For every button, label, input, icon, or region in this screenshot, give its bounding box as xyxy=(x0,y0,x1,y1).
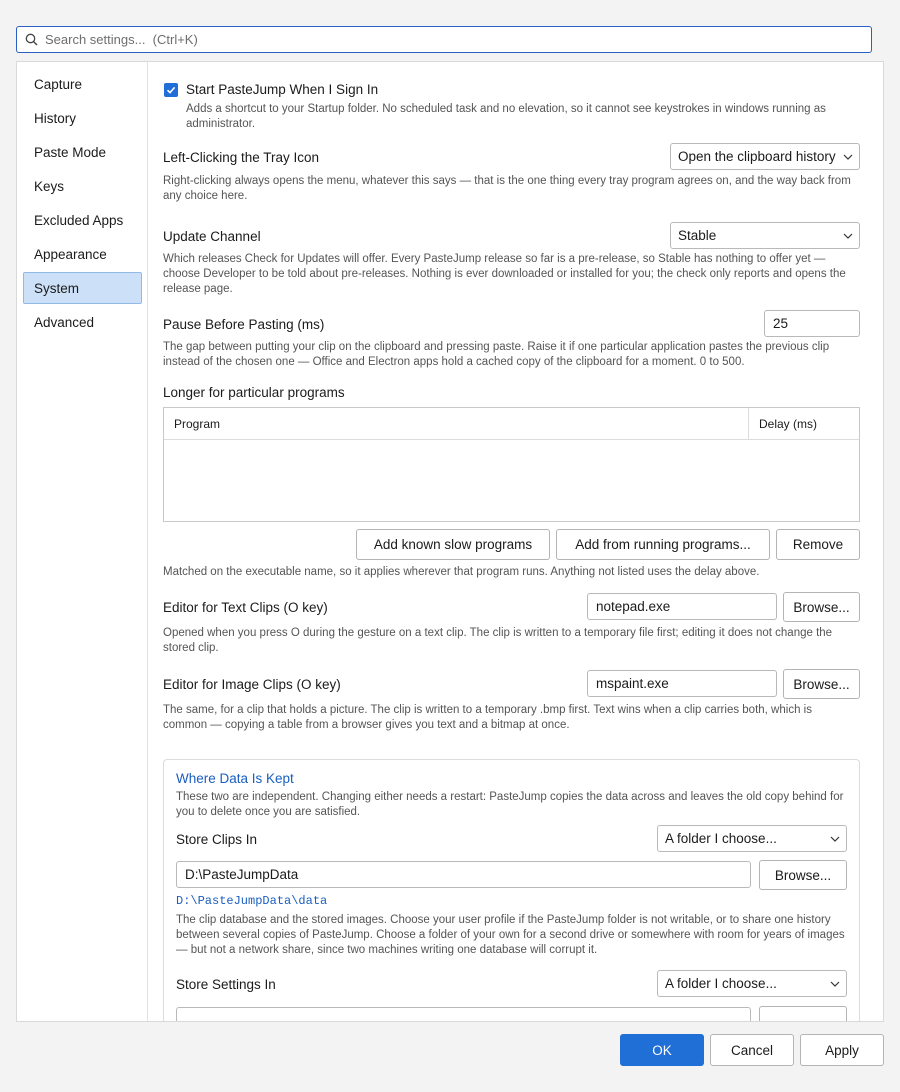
per-program-desc: Matched on the executable name, so it applies wherever that program runs. Anything not listed uses the delay above. xyxy=(163,566,760,578)
store-clips-value: A folder I choose... xyxy=(665,831,777,846)
column-divider xyxy=(748,408,749,439)
sidebar-item-capture[interactable] xyxy=(23,68,142,100)
store-clips-browse-button[interactable]: Browse... xyxy=(759,860,847,890)
tray-click-value: Open the clipboard history xyxy=(678,149,836,164)
search-input[interactable] xyxy=(45,28,871,52)
sidebar-item-label: Appearance xyxy=(34,246,107,262)
apply-button[interactable]: Apply xyxy=(800,1034,884,1066)
text-editor-desc: Opened when you press O during the gesture on a text clip. The clip is written to a temporary file first; editing it does not change the stored clip. xyxy=(163,627,833,654)
resolved-data-path: D:\PasteJumpData\data xyxy=(176,894,328,908)
sidebar-item-keys[interactable] xyxy=(23,170,142,202)
store-clips-label: Store Clips In xyxy=(176,832,258,847)
store-settings-path-input[interactable] xyxy=(176,1007,751,1021)
sidebar-item-label: Capture xyxy=(34,76,83,92)
sidebar-item-advanced[interactable] xyxy=(23,306,142,338)
cancel-button[interactable]: Cancel xyxy=(710,1034,794,1066)
ok-button[interactable]: OK xyxy=(620,1034,704,1066)
sidebar-item-label: Paste Mode xyxy=(34,144,107,160)
data-location-desc: These two are independent. Changing either needs a restart: PasteJump copies the data across and leaves the old copy behind for you to delete once you are satisfied. xyxy=(176,791,844,818)
store-clips-path-value: D:\PasteJumpData xyxy=(185,867,299,882)
store-clips-path-input[interactable] xyxy=(176,861,751,888)
image-editor-label: Editor for Image Clips (O key) xyxy=(163,677,341,692)
search-icon xyxy=(17,33,45,46)
sidebar-item-label: System xyxy=(34,280,80,296)
update-channel-label: Update Channel xyxy=(163,229,261,244)
checkmark-icon xyxy=(166,85,176,95)
tray-click-label: Left-Clicking the Tray Icon xyxy=(163,150,320,165)
sidebar-item-system[interactable] xyxy=(23,272,142,304)
chevron-down-icon xyxy=(824,836,846,842)
column-delay[interactable]: Delay (ms) xyxy=(759,417,818,431)
sidebar-item-history[interactable] xyxy=(23,102,142,134)
sidebar-item-paste-mode[interactable] xyxy=(23,136,142,168)
chevron-down-icon xyxy=(837,233,859,239)
pause-label: Pause Before Pasting (ms) xyxy=(163,317,325,332)
pause-ms-value: 25 xyxy=(773,316,789,331)
sidebar xyxy=(17,62,148,1021)
image-editor-input[interactable] xyxy=(587,670,777,697)
table-header xyxy=(164,408,859,440)
add-from-running-programs-button[interactable]: Add from running programs... xyxy=(556,529,770,560)
sidebar-item-appearance[interactable] xyxy=(23,238,142,270)
per-program-table[interactable] xyxy=(163,407,860,522)
data-location-group xyxy=(163,759,860,1021)
sidebar-item-excluded-apps[interactable] xyxy=(23,204,142,236)
text-editor-value: notepad.exe xyxy=(596,599,671,614)
chevron-down-icon xyxy=(837,154,859,160)
sidebar-item-label: Keys xyxy=(34,178,65,194)
start-on-signin-label: Start PasteJump When I Sign In xyxy=(186,82,379,97)
pause-ms-input[interactable] xyxy=(764,310,860,337)
text-editor-input[interactable] xyxy=(587,593,777,620)
tray-click-desc: Right-clicking always opens the menu, whatever this says — that is the one thing every tray program agrees on, and the way back from any choice here. xyxy=(163,175,851,202)
sidebar-item-label: Advanced xyxy=(34,314,95,330)
per-program-label: Longer for particular programs xyxy=(163,385,345,400)
update-channel-dropdown[interactable] xyxy=(670,222,860,249)
settings-panel xyxy=(16,61,884,1022)
update-channel-desc: Which releases Check for Updates will offer. Every PasteJump release so far is a pre-release, so Stable has nothing to offer yet — choose Developer to be told about pre-releases. Nothing is ever downloaded or installed for you; the check only reports and opens the release page. xyxy=(163,253,846,295)
image-editor-browse-button[interactable]: Browse... xyxy=(783,669,860,699)
store-clips-dropdown[interactable] xyxy=(657,825,847,852)
update-channel-value: Stable xyxy=(678,228,717,243)
text-editor-browse-button[interactable]: Browse... xyxy=(783,592,860,622)
text-editor-label: Editor for Text Clips (O key) xyxy=(163,600,328,615)
sidebar-item-label: History xyxy=(34,110,77,126)
image-editor-value: mspaint.exe xyxy=(596,676,669,691)
add-known-slow-programs-button[interactable]: Add known slow programs xyxy=(356,529,550,560)
store-settings-dropdown[interactable] xyxy=(657,970,847,997)
pause-desc: The gap between putting your clip on the clipboard and pressing paste. Raise it if one particular application pastes the previous clip instead of the chosen one — Office and Electron apps hold a cached copy of the clipboard for a moment. 0 to 500. xyxy=(163,341,830,368)
search-box[interactable] xyxy=(16,26,872,53)
store-settings-label: Store Settings In xyxy=(176,977,276,992)
store-settings-value: A folder I choose... xyxy=(665,976,777,991)
sidebar-item-label: Excluded Apps xyxy=(34,212,124,228)
data-location-title: Where Data Is Kept xyxy=(176,771,294,786)
column-program[interactable]: Program xyxy=(174,417,221,431)
store-clips-desc: The clip database and the stored images. Choose your user profile if the PasteJump folder is not writable, or to share one history between several copies of PasteJump. Choose a folder of your own for a second drive or somewhere with room for years of images — but not a network share, since two machines writing one database will corrupt it. xyxy=(176,914,845,956)
start-on-signin-desc: Adds a shortcut to your Startup folder. No scheduled task and no elevation, so it cannot see keystrokes in windows running as administrator. xyxy=(186,103,826,130)
store-settings-browse-button[interactable] xyxy=(759,1006,847,1021)
remove-program-button[interactable]: Remove xyxy=(776,529,860,560)
start-on-signin-checkbox[interactable] xyxy=(164,83,178,97)
image-editor-desc: The same, for a clip that holds a picture. The clip is written to a temporary .bmp first. Text wins when a clip carries both, which is common — copying a table from a browser gives you text and a bitmap at once. xyxy=(163,704,812,731)
tray-click-dropdown[interactable] xyxy=(670,143,860,170)
system-settings-content xyxy=(149,62,883,1021)
chevron-down-icon xyxy=(824,981,846,987)
